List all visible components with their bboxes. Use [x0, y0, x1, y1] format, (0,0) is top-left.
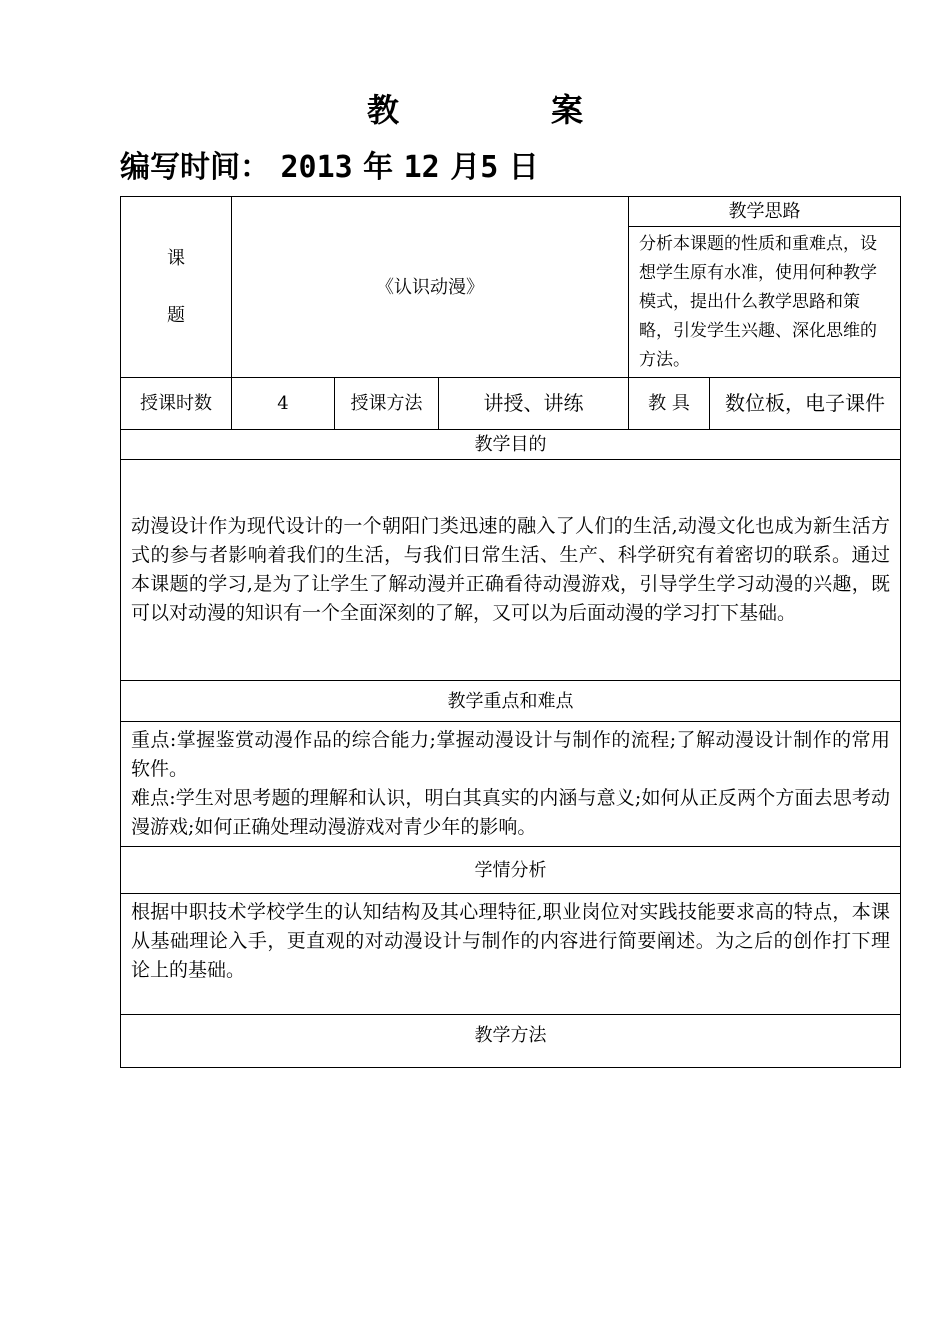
key-body-row [121, 722, 901, 847]
subject-label-bottom: 题 [167, 305, 185, 326]
goal-body-row [121, 460, 901, 681]
date-month-unit: 月 [450, 150, 481, 185]
date-month: 12 [403, 150, 440, 185]
date-line [120, 146, 539, 190]
method-label: 授课方法 [335, 378, 439, 430]
difficult-points-text: 难点:学生对思考题的理解和认识，明白其真实的内涵与意义;如何从正反两个方面去思考动漫游戏;如何正确处理动漫游戏对青少年的影响。 [131, 787, 891, 838]
tools-label: 教 具 [629, 378, 710, 430]
subject-title: 《认识动漫》 [232, 197, 629, 378]
analysis-heading-row [121, 847, 901, 894]
method-heading-row [121, 1015, 901, 1068]
hours-value: 4 [232, 378, 335, 430]
analysis-heading: 学情分析 [121, 847, 901, 894]
goal-text: 动漫设计作为现代设计的一个朝阳门类迅速的融入了人们的生活,动漫文化也成为新生活方式的参与者影响着我们的生活，与我们日常生活、生产、科学研究有着密切的联系。通过本课题的学习,是为了让学生了解动漫并正确看待动漫游戏，引导学生学习动漫的兴趣，既可以对动漫的知识有一个全面深刻的了解，又可以为后面动漫的学习打下基础。 [121, 460, 901, 681]
teaching-idea-heading: 教学思路 [629, 197, 901, 227]
method-heading: 教学方法 [121, 1015, 901, 1068]
goal-heading-row [121, 430, 901, 460]
key-points-text: 重点:掌握鉴赏动漫作品的综合能力;掌握动漫设计与制作的流程;了解动漫设计制作的常用软件。 [131, 729, 891, 780]
subject-label-top: 课 [167, 248, 185, 269]
subject-row-head [121, 197, 901, 227]
tools-value: 数位板，电子课件 [710, 378, 901, 430]
goal-heading: 教学目的 [121, 430, 901, 460]
key-difficult-body [121, 722, 901, 847]
hours-label: 授课时数 [121, 378, 232, 430]
date-year-unit: 年 [363, 150, 394, 185]
method-value: 讲授、讲练 [439, 378, 629, 430]
analysis-body-row [121, 894, 901, 1015]
date-label: 编写时间： [120, 150, 270, 185]
date-year: 2013 [280, 150, 353, 185]
date-day: 5 [480, 150, 499, 185]
info-row [121, 378, 901, 430]
teaching-idea-text: 分析本课题的性质和重难点，设想学生原有水准，使用何种教学模式，提出什么教学思路和策略，引发学生兴趣、深化思维的方法。 [629, 227, 901, 378]
analysis-text: 根据中职技术学校学生的认知结构及其心理特征,职业岗位对实践技能要求高的特点，本课从基础理论入手，更直观的对动漫设计与制作的内容进行简要阐述。为之后的创作打下理论上的基础。 [121, 894, 901, 1015]
lesson-plan-table [120, 196, 901, 1068]
subject-label-cell [121, 197, 232, 378]
date-day-unit: 日 [508, 150, 539, 185]
key-difficult-heading: 教学重点和难点 [121, 681, 901, 722]
key-heading-row [121, 681, 901, 722]
document-title: 教 案 [366, 91, 643, 129]
